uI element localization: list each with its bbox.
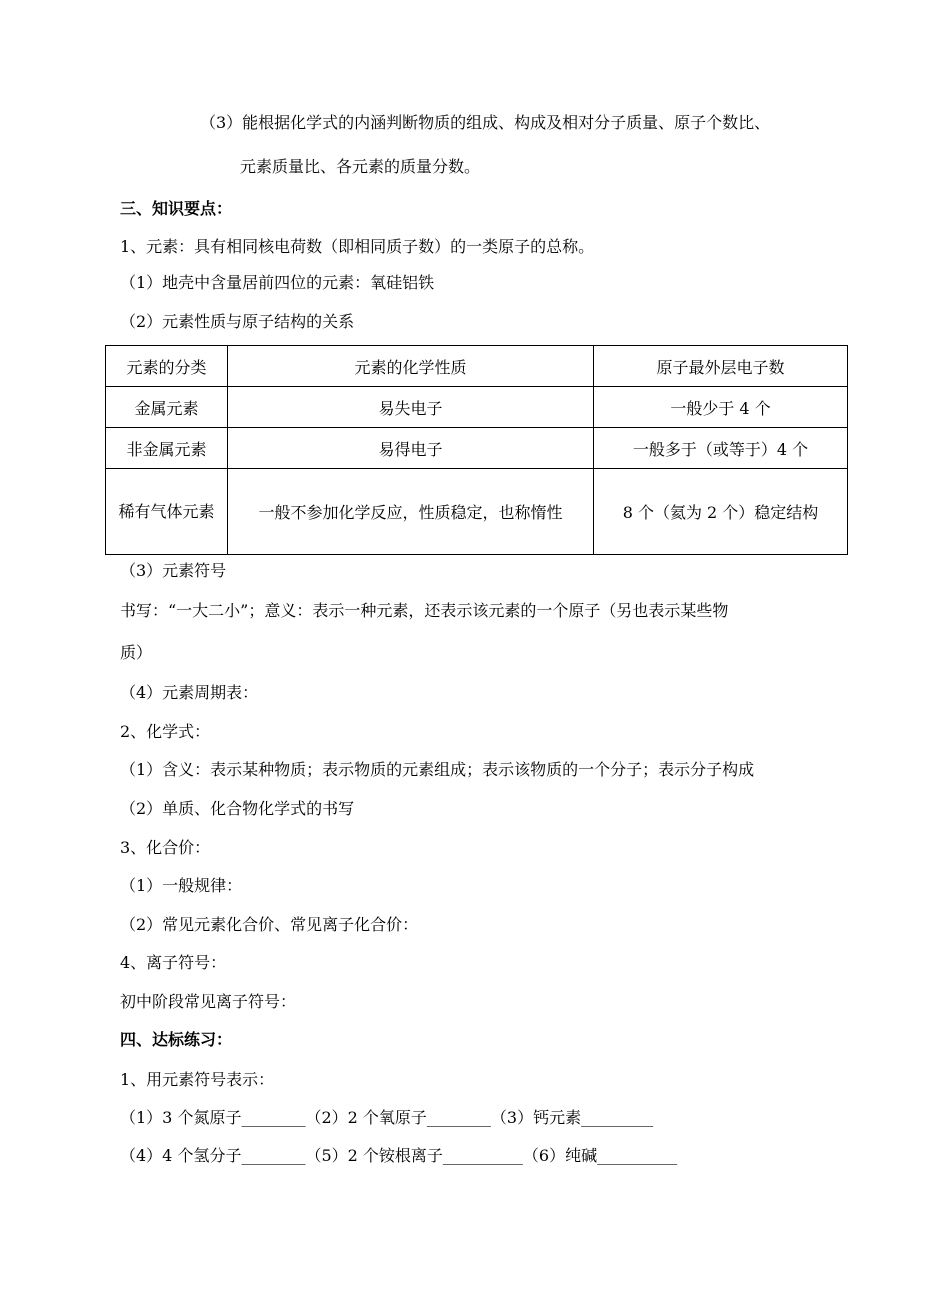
table-cell: 8 个（氦为 2 个）稳定结构 <box>594 469 848 555</box>
section4-heading: 四、达标练习： <box>120 1030 233 1049</box>
table-cell: 非金属元素 <box>106 428 228 469</box>
crust-elements: （1）地壳中含量居前四位的元素：氧硅铝铁 <box>120 273 435 292</box>
item3-line1: （3）能根据化学式的内涵判断物质的组成、构成及相对分子质量、原子个数比、 <box>200 113 771 132</box>
exercise-1-line2: （4）4 个氢分子________（5）2 个铵根离子__________（6）纯碱__________ <box>120 1146 678 1165</box>
table-cell: 稀有气体元素 <box>106 469 228 555</box>
periodic-table-title: （4）元素周期表： <box>120 683 259 702</box>
table-header-row <box>106 346 848 387</box>
table-row <box>106 428 848 469</box>
element-definition: 1、元素：具有相同核电荷数（即相同质子数）的一类原子的总称。 <box>120 237 595 256</box>
chemical-formula-writing: （2）单质、化合物化学式的书写 <box>120 799 355 818</box>
exercise-1-title: 1、用元素符号表示： <box>120 1070 275 1089</box>
table-cell: 易失电子 <box>228 387 594 428</box>
table-cell: 金属元素 <box>106 387 228 428</box>
chemical-formula-meaning: （1）含义：表示某种物质；表示物质的元素组成；表示该物质的一个分子；表示分子构成 <box>120 760 755 779</box>
table-cell: 一般不参加化学反应，性质稳定，也称惰性 <box>228 469 594 555</box>
valence-heading: 3、化合价： <box>120 838 211 857</box>
ion-symbol-heading: 4、离子符号： <box>120 953 227 972</box>
element-symbol-desc-line2: 质） <box>120 643 153 662</box>
table-header-cell: 原子最外层电子数 <box>594 346 848 387</box>
table-row <box>106 387 848 428</box>
table-row <box>106 469 848 555</box>
table-cell: 一般多于（或等于）4 个 <box>594 428 848 469</box>
section3-heading: 三、知识要点： <box>120 199 233 218</box>
common-valences: （2）常见元素化合价、常见离子化合价： <box>120 915 419 934</box>
chemical-formula-heading: 2、化学式： <box>120 722 211 741</box>
properties-structure-title: （2）元素性质与原子结构的关系 <box>120 312 355 331</box>
common-ion-symbols: 初中阶段常见离子符号： <box>120 992 297 1011</box>
table-cell: 易得电子 <box>228 428 594 469</box>
table-header-cell: 元素的化学性质 <box>228 346 594 387</box>
element-properties-table <box>105 345 848 555</box>
item3-line2: 元素质量比、各元素的质量分数。 <box>240 157 481 176</box>
element-symbol-desc-line1: 书写：“一大二小”；意义：表示一种元素，还表示该元素的一个原子（另也表示某些物 <box>120 601 729 620</box>
element-symbol-title: （3）元素符号 <box>120 561 227 580</box>
table-header-cell: 元素的分类 <box>106 346 228 387</box>
table-cell: 一般少于 4 个 <box>594 387 848 428</box>
valence-rules: （1）一般规律： <box>120 876 243 895</box>
exercise-1-line1: （1）3 个氮原子________（2）2 个氧原子________（3）钙元素_________ <box>120 1108 654 1127</box>
